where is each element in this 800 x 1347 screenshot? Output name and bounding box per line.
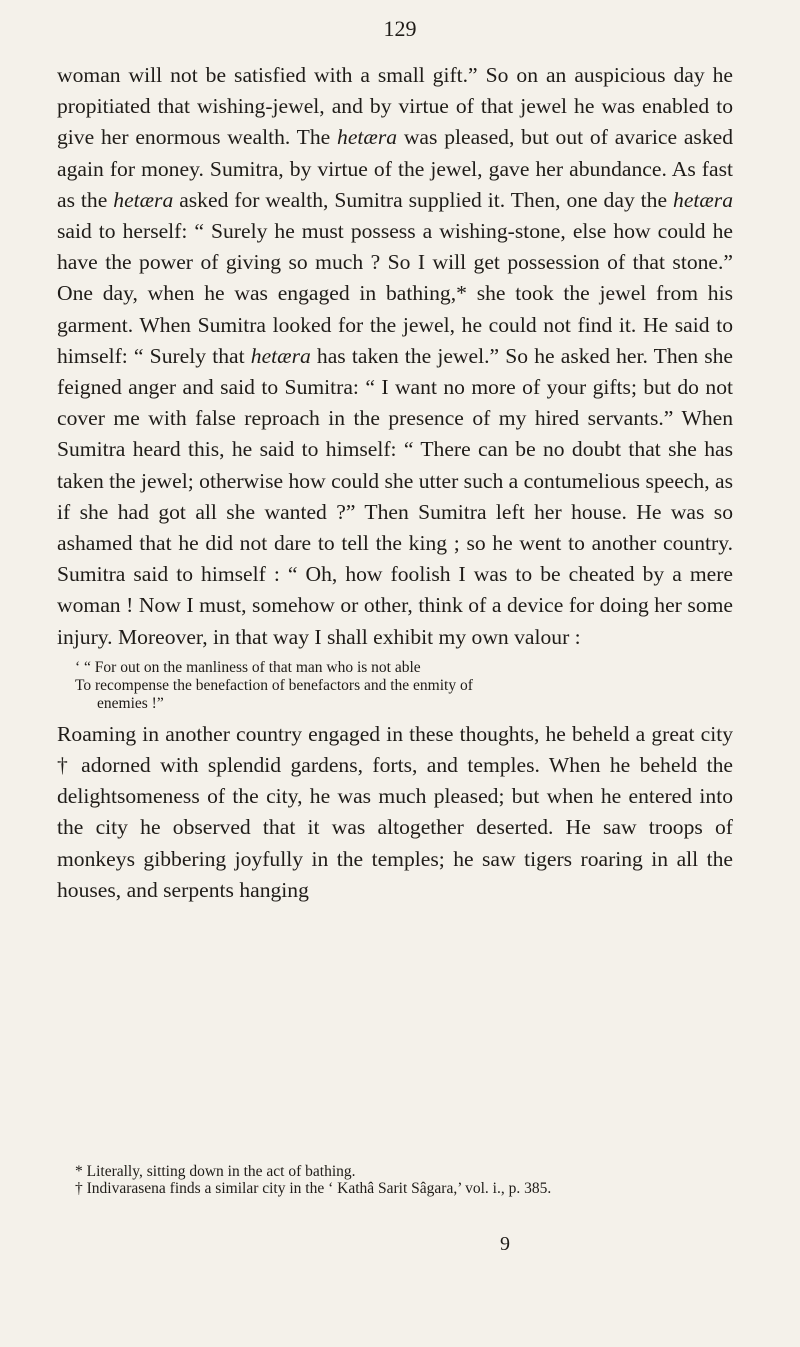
body-text bbox=[57, 60, 733, 906]
paragraph-1: woman will not be satisfied with a small gift.” So on an auspicious day he propitiated that wishing-jewel, and by virtue of that jewel he was enabled to give her enormous wealth. The hetæra was pleased, but out of avarice asked again for money. Sumitra, by virtue of the jewel, gave her abundance. As fast as the hetæra asked for wealth, Sumitra supplied it. Then, one day the hetæra said to herself: “ Surely he must possess a wishing-stone, else how could he have the power of giving so much ? So I will get possession of that stone.” One day, when he was engaged in bathing,* she took the jewel from his garment. When Sumitra looked for the jewel, he could not find it. He said to himself: “ Surely that hetæra has taken the jewel.” So he asked her. Then she feigned anger and said to Sumitra: “ I want no more of your gifts; but do not cover me with false reproach in the presence of my hired servants.” When Sumitra heard this, he said to himself: “ There can be no doubt that she has taken the jewel; otherwise how could she utter such a contumelious speech, as if she had got all she wanted ?” Then Sumitra left her house. He was so ashamed that he did not dare to tell the king ; so he went to another country. Sumitra said to himself : “ Oh, how foolish I was to be cheated by a mere woman ! Now I must, somehow or other, think of a device for doing her some injury. Moreover, in that way I shall exhibit my own valour : bbox=[57, 63, 734, 649]
footnote: * Literally, sitting down in the act of bathing. bbox=[75, 1163, 356, 1180]
page-number: 129 bbox=[383, 16, 417, 41]
footnotes bbox=[57, 1163, 733, 1197]
italic-term: hetæra bbox=[673, 187, 733, 212]
footnote: † Indivarasena finds a similar city in the ‘ Kathâ Sarit Sâgara,’ vol. i., p. 385. bbox=[75, 1180, 552, 1197]
verse-line: enemies !” bbox=[97, 694, 164, 712]
verse-line: To recompense the benefaction of benefactors and the enmity of bbox=[75, 676, 473, 694]
italic-term: hetæra bbox=[250, 343, 311, 368]
verse-line: ‘ “ For out on the manliness of that man who is not able bbox=[75, 658, 421, 676]
signature-mark: 9 bbox=[500, 1233, 510, 1255]
italic-term: hetæra bbox=[337, 125, 398, 150]
verse-quote bbox=[57, 659, 733, 713]
italic-term: hetæra bbox=[113, 187, 174, 212]
paragraph-2: Roaming in another country engaged in these thoughts, he beheld a great city † adorned with splendid gardens, forts, and temples. When he beheld the delightsomeness of the city, he was much pleased; but when he entered into the city he observed that it was altogether deserted. He saw troops of monkeys gibbering joyfully in the temples; he saw tigers roaring in all the houses, and serpents hanging bbox=[57, 721, 733, 902]
